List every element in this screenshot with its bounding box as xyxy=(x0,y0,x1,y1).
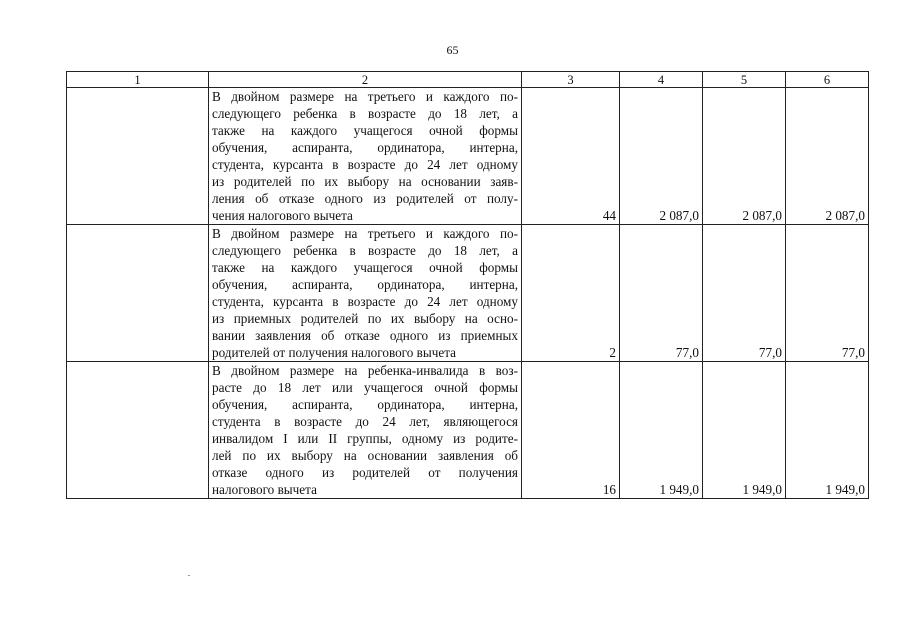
description-line: отказе одного из родителей от получения xyxy=(212,465,518,480)
amount-cell: 77,0 xyxy=(620,225,703,362)
amount-cell: 2 087,0 xyxy=(786,88,869,225)
description-line: также на каждого учащегося очной формы xyxy=(212,260,518,275)
amount-cell: 77,0 xyxy=(786,225,869,362)
description-line: из приемных родителей по их выбору на осно- xyxy=(212,311,518,326)
header-cell: 6 xyxy=(786,72,869,88)
table-row xyxy=(67,88,869,225)
description-line: чения налогового вычета xyxy=(212,208,353,223)
description-cell xyxy=(209,225,522,362)
table-row xyxy=(67,225,869,362)
amount-cell: 1 949,0 xyxy=(786,362,869,499)
description-line: лей по их выбору на основании заявления об xyxy=(212,448,518,463)
description-line: В двойном размере на ребенка-инвалида в воз- xyxy=(212,363,518,378)
description-line: обучения, аспиранта, ординатора, интерна, xyxy=(212,140,518,155)
count-cell: 44 xyxy=(522,88,620,225)
description-line: также на каждого учащегося очной формы xyxy=(212,123,518,138)
data-table xyxy=(66,71,869,499)
amount-cell: 1 949,0 xyxy=(620,362,703,499)
count-cell: 16 xyxy=(522,362,620,499)
description-line: студента, курсанта в возрасте до 24 лет одному xyxy=(212,294,518,309)
description-line: В двойном размере на третьего и каждого по- xyxy=(212,89,518,104)
description-line: обучения, аспиранта, ординатора, интерна, xyxy=(212,397,518,412)
count-cell: 2 xyxy=(522,225,620,362)
description-line: обучения, аспиранта, ординатора, интерна, xyxy=(212,277,518,292)
header-cell: 3 xyxy=(522,72,620,88)
description-line: В двойном размере на третьего и каждого по- xyxy=(212,226,518,241)
header-cell: 2 xyxy=(209,72,522,88)
description-line: следующего ребенка в возрасте до 18 лет, а xyxy=(212,106,518,121)
description-line: расте до 18 лет или учащегося очной формы xyxy=(212,380,518,395)
description-cell xyxy=(209,88,522,225)
description-line: студента, курсанта в возрасте до 24 лет одному xyxy=(212,157,518,172)
amount-cell: 2 087,0 xyxy=(620,88,703,225)
table-header-row xyxy=(67,72,869,88)
scan-speck xyxy=(188,575,190,576)
table-row xyxy=(67,362,869,499)
description-line: студента в возрасте до 24 лет, являющегося xyxy=(212,414,518,429)
description-line: следующего ребенка в возрасте до 18 лет, а xyxy=(212,243,518,258)
row-number-cell xyxy=(67,362,209,499)
description-line: ления об отказе одного из родителей от полу- xyxy=(212,191,518,206)
description-line: родителей от получения налогового вычета xyxy=(212,345,456,360)
description-line: из родителей по их выбору на основании заяв- xyxy=(212,174,518,189)
header-cell: 1 xyxy=(67,72,209,88)
amount-cell: 2 087,0 xyxy=(703,88,786,225)
amount-cell: 1 949,0 xyxy=(703,362,786,499)
amount-cell: 77,0 xyxy=(703,225,786,362)
description-line: инвалидом I или II группы, одному из родите- xyxy=(212,431,518,446)
header-cell: 5 xyxy=(703,72,786,88)
header-cell: 4 xyxy=(620,72,703,88)
description-line: вании заявления об отказе одного из приемных xyxy=(212,328,518,343)
row-number-cell xyxy=(67,225,209,362)
description-line: налогового вычета xyxy=(212,482,317,497)
row-number-cell xyxy=(67,88,209,225)
description-cell xyxy=(209,362,522,499)
page-number: 65 xyxy=(446,43,459,57)
